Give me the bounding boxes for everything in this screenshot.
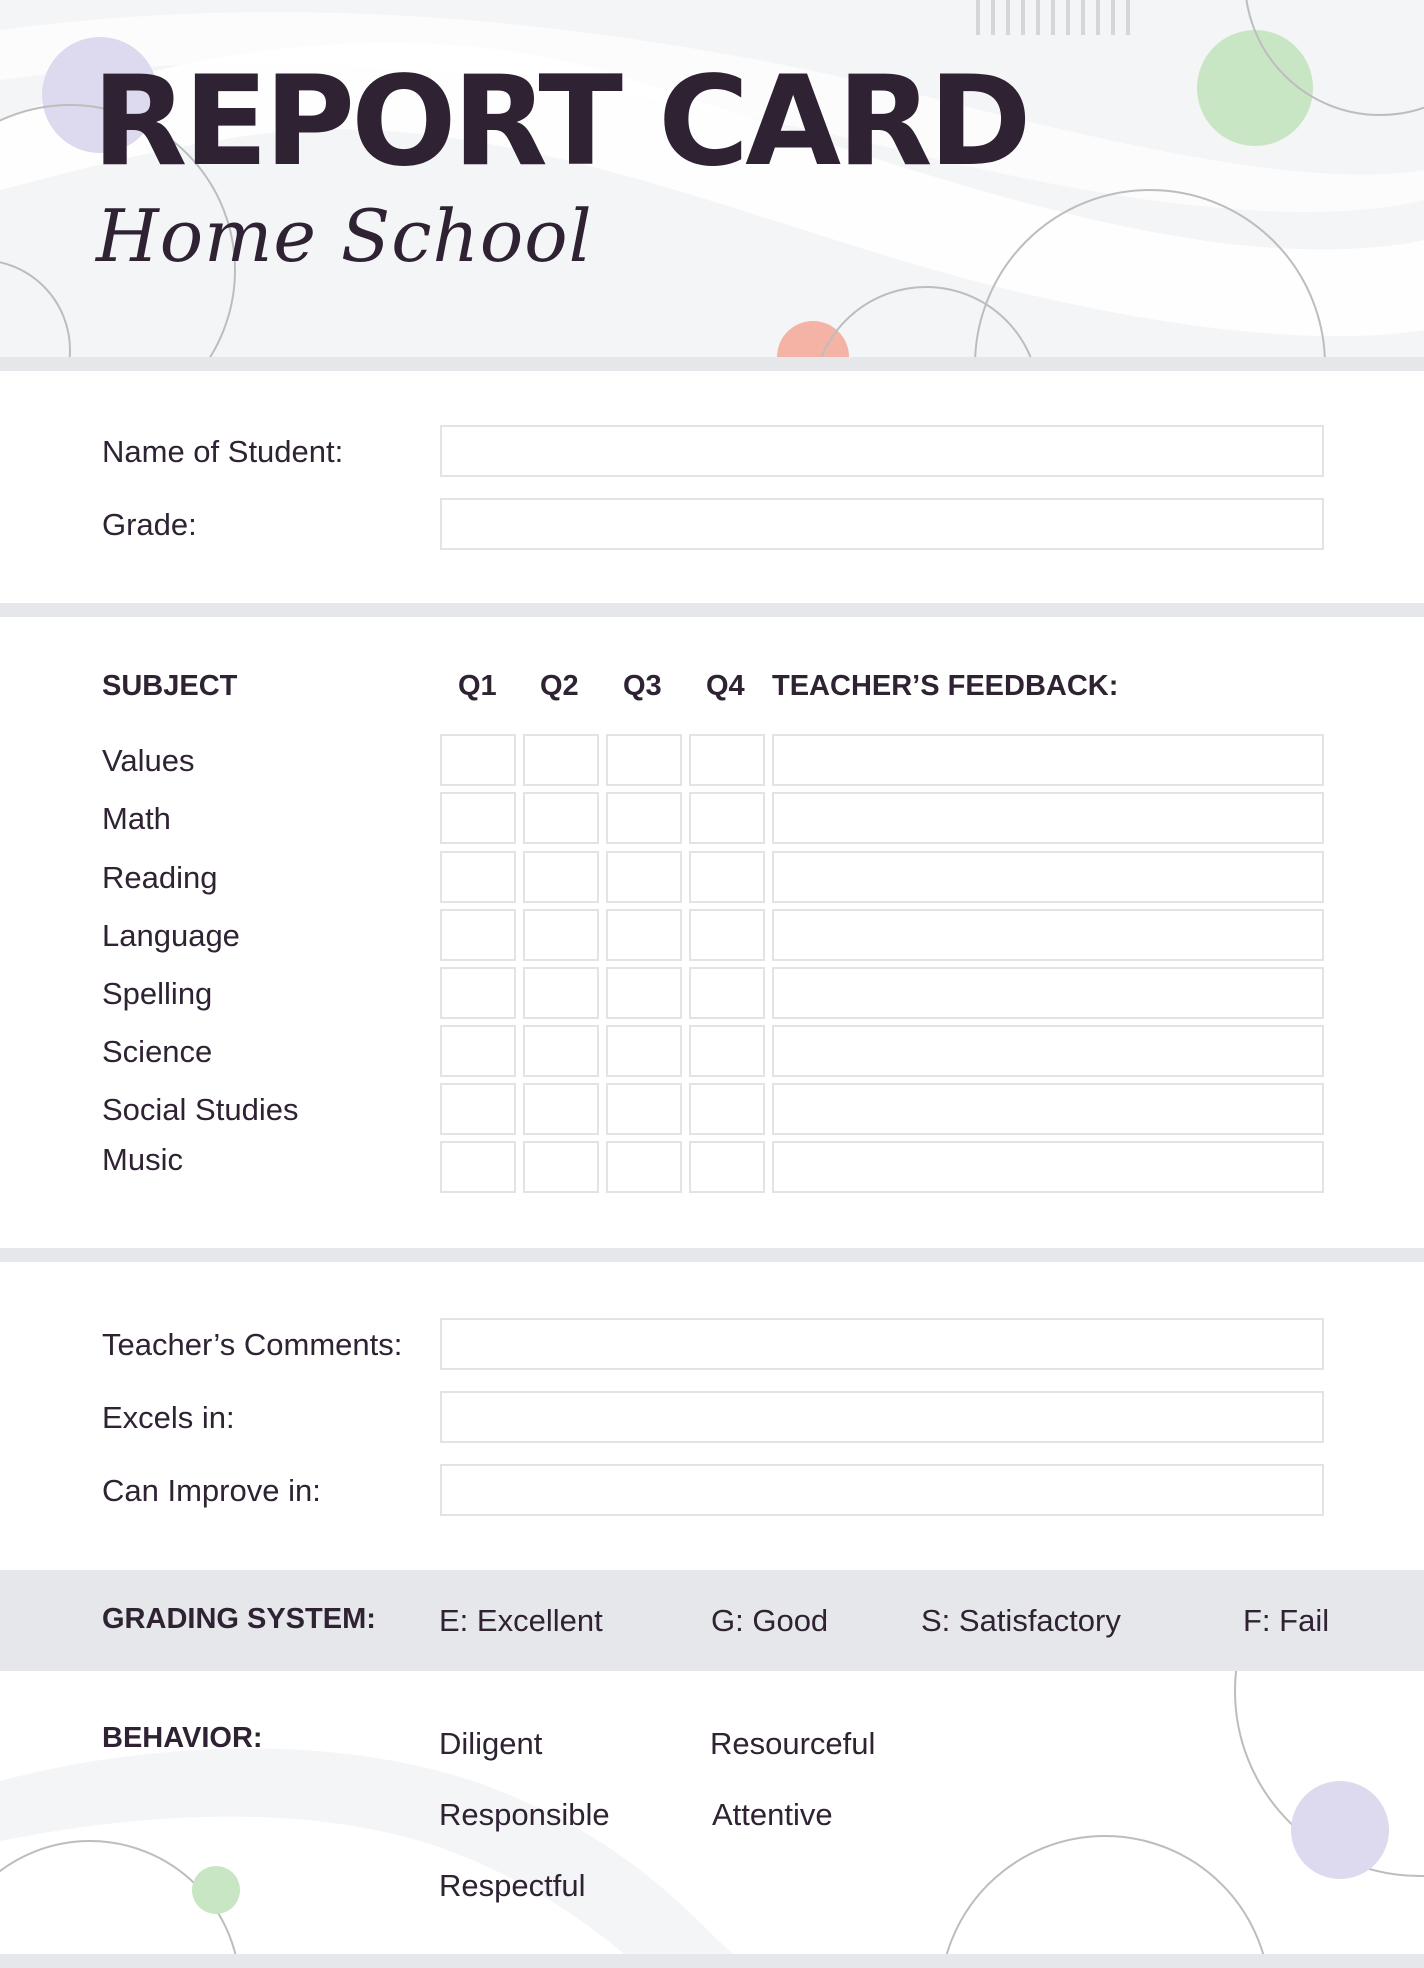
q4-grade-cell[interactable] — [689, 967, 765, 1019]
q1-grade-cell[interactable] — [440, 909, 516, 961]
q3-header: Q3 — [623, 670, 662, 702]
q4-header: Q4 — [706, 670, 745, 702]
q2-grade-cell[interactable] — [523, 1141, 599, 1193]
q3-grade-cell[interactable] — [606, 967, 682, 1019]
bottom-strip — [0, 1954, 1424, 1968]
behavior-respectful: Respectful — [439, 1868, 586, 1903]
grading-system-label: GRADING SYSTEM: — [102, 1603, 376, 1635]
q4-grade-cell[interactable] — [689, 734, 765, 786]
grade-key-good: G: Good — [711, 1603, 829, 1638]
feedback-header: TEACHER’S FEEDBACK: — [772, 670, 1119, 702]
feedback-cell[interactable] — [772, 851, 1324, 903]
feedback-cell[interactable] — [772, 1083, 1324, 1135]
feedback-cell[interactable] — [772, 1025, 1324, 1077]
lavender-circle-icon — [1291, 1781, 1389, 1879]
green-circle-icon — [1197, 30, 1313, 146]
subject-label: Reading — [102, 860, 218, 895]
grade-key-fail: F: Fail — [1243, 1603, 1330, 1638]
q3-grade-cell[interactable] — [606, 1141, 682, 1193]
behavior-label: BEHAVIOR: — [102, 1722, 263, 1754]
excels-label: Excels in: — [102, 1400, 235, 1435]
behavior-diligent: Diligent — [439, 1726, 543, 1761]
q3-grade-cell[interactable] — [606, 1083, 682, 1135]
teacher-comments-field[interactable] — [440, 1318, 1324, 1370]
q2-grade-cell[interactable] — [523, 909, 599, 961]
excels-field[interactable] — [440, 1391, 1324, 1443]
q3-grade-cell[interactable] — [606, 909, 682, 961]
page-title: REPORT CARD — [92, 50, 1028, 194]
q3-grade-cell[interactable] — [606, 851, 682, 903]
behavior-resourceful: Resourceful — [710, 1726, 876, 1761]
q1-grade-cell[interactable] — [440, 792, 516, 844]
q4-grade-cell[interactable] — [689, 792, 765, 844]
teacher-comments-label: Teacher’s Comments: — [102, 1327, 403, 1362]
grade-key-excellent: E: Excellent — [439, 1603, 603, 1638]
q1-grade-cell[interactable] — [440, 1083, 516, 1135]
improve-label: Can Improve in: — [102, 1473, 321, 1508]
subject-label: Social Studies — [102, 1092, 299, 1127]
subject-label: Music — [102, 1142, 183, 1177]
q4-grade-cell[interactable] — [689, 909, 765, 961]
q2-grade-cell[interactable] — [523, 734, 599, 786]
grade-label: Grade: — [102, 507, 197, 542]
q1-grade-cell[interactable] — [440, 1141, 516, 1193]
q4-grade-cell[interactable] — [689, 1083, 765, 1135]
section-divider — [0, 603, 1424, 617]
subject-header: SUBJECT — [102, 670, 238, 702]
subject-label: Values — [102, 743, 195, 778]
q3-grade-cell[interactable] — [606, 792, 682, 844]
q2-grade-cell[interactable] — [523, 967, 599, 1019]
q4-grade-cell[interactable] — [689, 851, 765, 903]
q2-grade-cell[interactable] — [523, 1083, 599, 1135]
q1-grade-cell[interactable] — [440, 851, 516, 903]
q3-grade-cell[interactable] — [606, 734, 682, 786]
q3-grade-cell[interactable] — [606, 1025, 682, 1077]
coral-circle-icon — [777, 321, 849, 357]
grade-key-satisfactory: S: Satisfactory — [921, 1603, 1121, 1638]
behavior-responsible: Responsible — [439, 1797, 610, 1832]
subject-label: Language — [102, 918, 240, 953]
q1-grade-cell[interactable] — [440, 734, 516, 786]
feedback-cell[interactable] — [772, 792, 1324, 844]
section-divider — [0, 357, 1424, 371]
feedback-cell[interactable] — [772, 1141, 1324, 1193]
name-label: Name of Student: — [102, 434, 344, 469]
improve-field[interactable] — [440, 1464, 1324, 1516]
q1-grade-cell[interactable] — [440, 1025, 516, 1077]
behavior-attentive: Attentive — [712, 1797, 833, 1832]
page-subtitle: Home School — [96, 194, 593, 278]
subject-label: Science — [102, 1034, 213, 1069]
feedback-cell[interactable] — [772, 909, 1324, 961]
q2-header: Q2 — [540, 670, 579, 702]
feedback-cell[interactable] — [772, 967, 1324, 1019]
q2-grade-cell[interactable] — [523, 851, 599, 903]
subject-label: Spelling — [102, 976, 213, 1011]
section-divider — [0, 1248, 1424, 1262]
grade-field[interactable] — [440, 498, 1324, 550]
feedback-cell[interactable] — [772, 734, 1324, 786]
q4-grade-cell[interactable] — [689, 1025, 765, 1077]
q1-header: Q1 — [458, 670, 497, 702]
subject-label: Math — [102, 801, 171, 836]
q2-grade-cell[interactable] — [523, 1025, 599, 1077]
q2-grade-cell[interactable] — [523, 792, 599, 844]
name-field[interactable] — [440, 425, 1324, 477]
stripe-pattern-icon — [976, 0, 1130, 35]
header-banner — [0, 0, 1424, 357]
q1-grade-cell[interactable] — [440, 967, 516, 1019]
q4-grade-cell[interactable] — [689, 1141, 765, 1193]
green-circle-icon — [192, 1866, 240, 1914]
